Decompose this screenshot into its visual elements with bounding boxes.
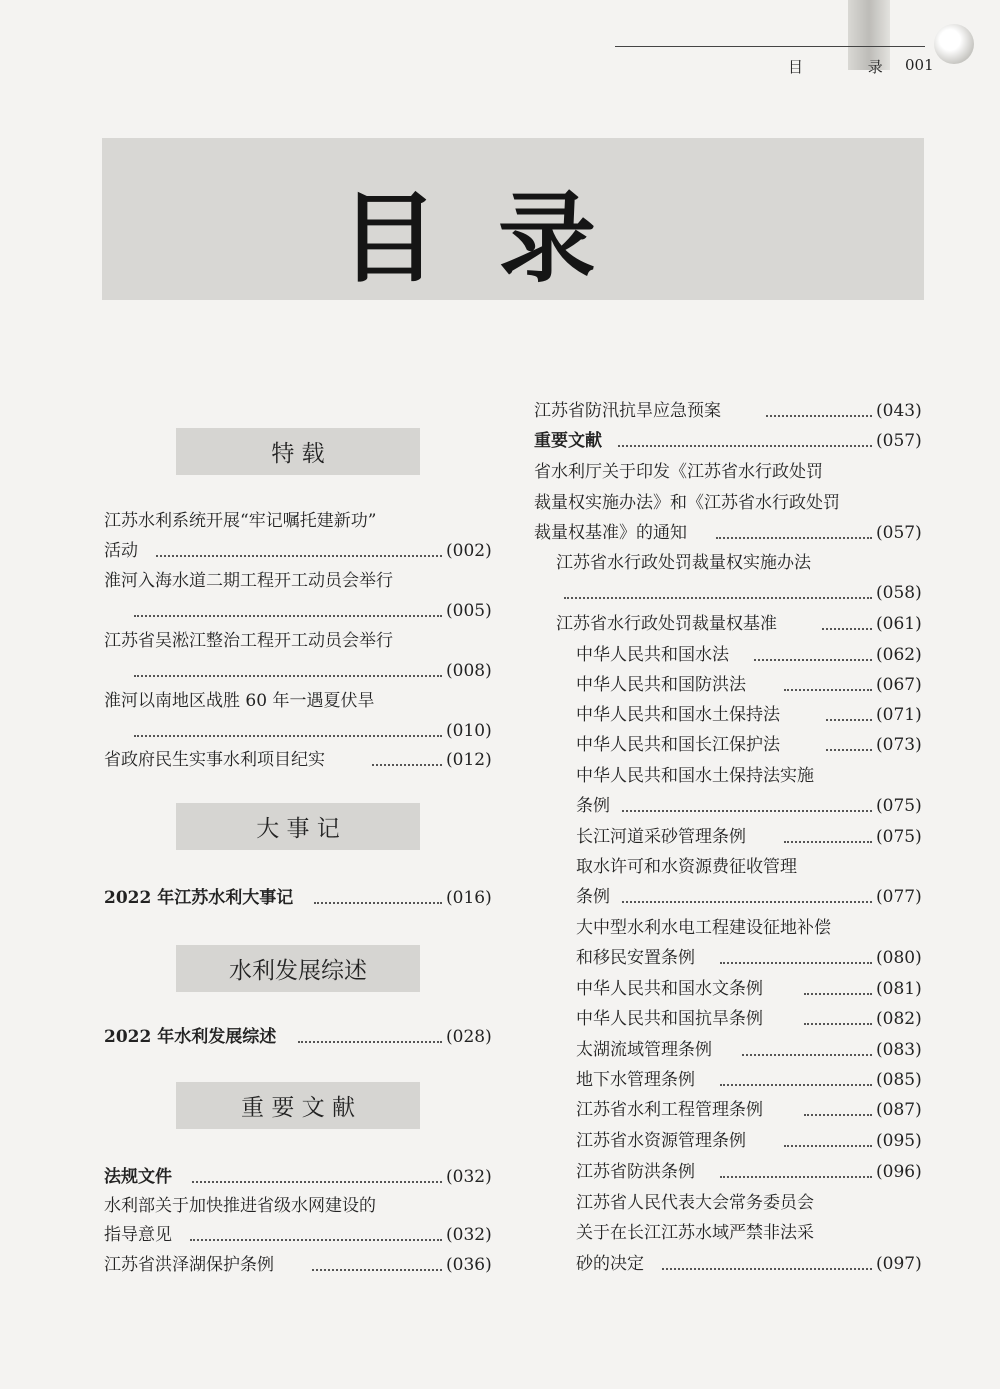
running-header-page-number: 001 (905, 56, 934, 74)
toc-entry-page: (012) (446, 750, 492, 770)
toc-entry-page: (077) (876, 887, 922, 907)
toc-entry-title: 活动 (104, 541, 138, 561)
toc-entry-page: (062) (876, 645, 922, 665)
toc-entry-title: 地下水管理条例 (576, 1070, 695, 1090)
dot-leader (784, 841, 872, 843)
section-heading-chronicle: 大 事 记 (176, 803, 420, 850)
toc-entry-title: 法规文件 (104, 1167, 172, 1187)
dot-leader (804, 1023, 872, 1025)
toc-entry-page: (032) (446, 1167, 492, 1187)
dot-leader (192, 1181, 442, 1183)
toc-entry-title: 中华人民共和国长江保护法 (576, 735, 780, 755)
toc-entry-page: (010) (446, 721, 492, 741)
toc-entry-title: 关于在长江江苏水域严禁非法采 (576, 1223, 814, 1243)
dot-leader (754, 659, 872, 661)
toc-entry-title: 2022 年水利发展综述 (104, 1027, 277, 1047)
toc-entry-title: 江苏省防洪条例 (576, 1162, 695, 1182)
dot-leader (622, 901, 872, 903)
page-title: 目录 (340, 182, 657, 296)
dot-leader (662, 1268, 872, 1270)
toc-entry-page: (096) (876, 1162, 922, 1182)
toc-entry-page: (081) (876, 979, 922, 999)
toc-entry-title: 江苏省吴淞江整治工程开工动员会举行 (104, 631, 393, 651)
section-heading-special: 特 载 (176, 428, 420, 475)
toc-entry-page: (071) (876, 705, 922, 725)
toc-entry-title: 中华人民共和国水土保持法 (576, 705, 780, 725)
toc-entry-page: (087) (876, 1100, 922, 1120)
dot-leader (156, 555, 442, 557)
toc-entry-page: (008) (446, 661, 492, 681)
dot-leader (720, 962, 872, 964)
dot-leader (314, 902, 442, 904)
toc-entry-page: (057) (876, 523, 922, 543)
dot-leader (742, 1054, 872, 1056)
toc-entry-page: (075) (876, 827, 922, 847)
section-heading-documents: 重 要 文 献 (176, 1082, 420, 1129)
toc-entry-title: 江苏水利系统开展“牢记嘱托建新功” (104, 511, 377, 531)
toc-entry-page: (057) (876, 431, 922, 451)
toc-entry-title: 2022 年江苏水利大事记 (104, 888, 294, 908)
dot-leader (804, 993, 872, 995)
toc-entry-page: (080) (876, 948, 922, 968)
toc-entry-title: 中华人民共和国水文条例 (576, 979, 763, 999)
toc-entry-title: 江苏省水资源管理条例 (576, 1131, 746, 1151)
dot-leader (804, 1114, 872, 1116)
toc-entry-title: 淮河入海水道二期工程开工动员会举行 (104, 571, 393, 591)
toc-entry-page: (097) (876, 1254, 922, 1274)
header-circle-decoration (934, 24, 974, 64)
dot-leader (826, 749, 872, 751)
toc-entry-title: 指导意见 (104, 1225, 172, 1245)
toc-entry-page: (016) (446, 888, 492, 908)
toc-entry-page: (073) (876, 735, 922, 755)
toc-entry-title: 条例 (576, 796, 610, 816)
section-heading-overview: 水利发展综述 (176, 945, 420, 992)
dot-leader (766, 415, 872, 417)
toc-entry-title: 水利部关于加快推进省级水网建设的 (104, 1196, 376, 1216)
toc-entry-title: 重要文献 (534, 431, 602, 451)
toc-entry-title: 条例 (576, 887, 610, 907)
dot-leader (622, 810, 872, 812)
dot-leader (134, 735, 442, 737)
toc-entry-page: (043) (876, 401, 922, 421)
toc-entry-page: (032) (446, 1225, 492, 1245)
toc-entry-page: (036) (446, 1255, 492, 1275)
dot-leader (134, 615, 442, 617)
toc-entry-title: 中华人民共和国防洪法 (576, 675, 746, 695)
toc-entry-title: 江苏省洪泽湖保护条例 (104, 1255, 274, 1275)
toc-entry-title: 江苏省人民代表大会常务委员会 (576, 1193, 814, 1213)
dot-leader (826, 719, 872, 721)
dot-leader (298, 1041, 442, 1043)
toc-entry-title: 中华人民共和国抗旱条例 (576, 1009, 763, 1029)
dot-leader (564, 597, 872, 599)
toc-entry-title: 砂的决定 (576, 1254, 644, 1274)
dot-leader (312, 1269, 442, 1271)
toc-entry-page: (005) (446, 601, 492, 621)
toc-entry-page: (075) (876, 796, 922, 816)
header-rule (615, 46, 925, 47)
toc-entry-title: 长江河道采砂管理条例 (576, 827, 746, 847)
toc-entry-page: (067) (876, 675, 922, 695)
dot-leader (822, 628, 872, 630)
toc-entry-title: 裁量权实施办法》和《江苏省水行政处罚 (534, 493, 840, 513)
toc-entry-title: 江苏省防汛抗旱应急预案 (534, 401, 721, 421)
toc-entry-page: (082) (876, 1009, 922, 1029)
toc-entry-page: (083) (876, 1040, 922, 1060)
toc-entry-page: (085) (876, 1070, 922, 1090)
dot-leader (720, 1084, 872, 1086)
toc-entry-title: 江苏省水利工程管理条例 (576, 1100, 763, 1120)
toc-entry-title: 太湖流域管理条例 (576, 1040, 712, 1060)
toc-entry-title: 省政府民生实事水利项目纪实 (104, 750, 325, 770)
dot-leader (134, 675, 442, 677)
dot-leader (190, 1239, 442, 1241)
toc-entry-title: 江苏省水行政处罚裁量权实施办法 (556, 553, 811, 573)
toc-entry-page: (058) (876, 583, 922, 603)
dot-leader (618, 445, 872, 447)
running-header-title: 目 录 (788, 58, 913, 76)
toc-entry-title: 裁量权基准》的通知 (534, 523, 687, 543)
dot-leader (372, 764, 442, 766)
toc-entry-page: (028) (446, 1027, 492, 1047)
toc-entry-page: (095) (876, 1131, 922, 1151)
toc-entry-title: 省水利厅关于印发《江苏省水行政处罚 (534, 462, 823, 482)
toc-entry-page: (002) (446, 541, 492, 561)
toc-entry-title: 和移民安置条例 (576, 948, 695, 968)
toc-entry-title: 大中型水利水电工程建设征地补偿 (576, 918, 831, 938)
toc-entry-title: 淮河以南地区战胜 60 年一遇夏伏旱 (104, 691, 375, 711)
toc-entry-title: 江苏省水行政处罚裁量权基准 (556, 614, 777, 634)
toc-entry-title: 中华人民共和国水法 (576, 645, 729, 665)
dot-leader (784, 689, 872, 691)
dot-leader (784, 1145, 872, 1147)
dot-leader (720, 1176, 872, 1178)
toc-entry-page: (061) (876, 614, 922, 634)
toc-entry-title: 取水许可和水资源费征收管理 (576, 857, 797, 877)
dot-leader (716, 537, 872, 539)
toc-entry-title: 中华人民共和国水土保持法实施 (576, 766, 814, 786)
